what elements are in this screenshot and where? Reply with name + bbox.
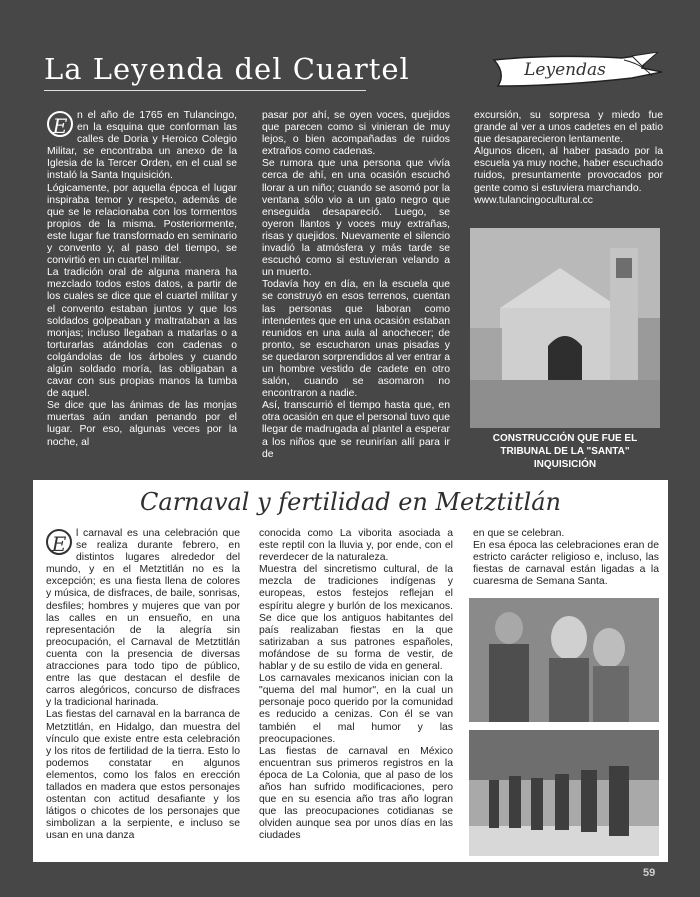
- section-label: Leyendas: [524, 60, 606, 80]
- paragraph: Así, transcurrió el tiempo hasta que, en otra ocasión en que el personal tuvo que llegar de madrugada al plantel a esperar a los niños que se reunirían allí para ir de: [262, 400, 450, 460]
- paragraph: Las fiestas del carnaval en la barranca de Metztitlán, en Hidalgo, dan muestra del vínculo que existe entre esta celebración y los ritos de fertilidad de la tierra. Esto lo podemos constatar en algunos elementos, como los falos en erección tallados en madera que estos personajes ostentan con actitud desafiante y los látigos o chicotes de los personajes que simbolizan a la serpiente, e incluso se usan en una danza: [46, 709, 240, 842]
- paragraph: conocida como La viborita asociada a este reptil con la lluvia y, por ende, con el reverdecer de la naturaleza.: [259, 528, 453, 564]
- paragraph: Las fiestas de carnaval en México encuentran sus primeros registros en la época de La Colonia, que al paso de los años han sufrido modificaciones, pero que en su esencia año tras año logran que las preocupaciones cotidianas se olviden aunque sea por unos días en las ciudades: [259, 745, 453, 842]
- story1-dropcap: E: [47, 111, 73, 137]
- paragraph: en que se celebran.: [473, 528, 565, 539]
- paragraph: Muestra del sincretismo cultural, de la mezcla de tradiciones indígenas y europeas, estos festejos reflejan el espíritu alegre y burlón de los mexicanos. Se dice que los antiguos habitantes del país realizaban fiestas en la que satirizaban a sus patrones españoles, mofándose de su forma de vestir, de hablar y de su estilo de vida en general.: [259, 564, 453, 673]
- paragraph: Se dice que las ánimas de las monjas muertas aún andan penando por el lugar. Por eso, algunas veces por la noche, al: [47, 400, 237, 448]
- page-number: 59: [643, 867, 656, 879]
- title-underline: [44, 90, 366, 91]
- carnival-parade-photo: [469, 730, 659, 856]
- story1-title: La Leyenda del Cuartel: [44, 52, 410, 86]
- parade-illustration-icon: [469, 730, 659, 856]
- story2-dropcap: E: [46, 529, 72, 555]
- paragraph: l carnaval es una celebración que se realiza durante febrero, en distintos lugares alrededor del mundo, y en el Metztitlán no es la excepción; es una fiesta llena de colores y música, de disfraces, de baile, sonrisas, desfiles; hombres y mujeres que van por las calles en un ensueño, en una representación de la alegría sin preocupación, el Carnaval de Metztitlán cuenta con la presencia de diversas atracciones para todo tipo de público, entre las que destacan el desfile de carros alegóricos, concurso de disfraces y la tradicional harinada.: [46, 528, 240, 709]
- paragraph: Todavía hoy en día, en la escuela que se construyó en esos terrenos, cuentan las personas que laboran como intendentes que en una ocasión estaban reunidos en una aula al anochecer; de pronto, se escucharon unas pisadas y se quedaron sorprendidos al ver entrar a un hombre vestido de cadete en otro salón, cuando se asomaron no encontraron a nadie.: [262, 279, 450, 400]
- story2-column-1: [46, 528, 240, 842]
- paragraph: pasar por ahí, se oyen voces, quejidos que parecen como si vinieran de muy lejos, o bien acompañadas de ruidos extraños como cadenas.: [262, 110, 450, 158]
- story1-column-1: [47, 110, 237, 449]
- section-ribbon: [492, 52, 664, 94]
- source-link: www.tulancingocultural.cc: [474, 194, 593, 206]
- story1-column-3: [474, 110, 663, 207]
- carnival-masks-photo: [469, 598, 659, 722]
- paragraph: excursión, su sorpresa y miedo fue grande al ver a unos cadetes en el patio que desaparecieron lentamente.: [474, 110, 663, 146]
- story2-column-3: [473, 528, 659, 588]
- church-illustration-icon: [470, 228, 660, 428]
- church-photo: [470, 228, 660, 428]
- paragraph: n el año de 1765 en Tulancingo, en la esquina que conforman las calles de Doria y Heroico Colegio Militar, se encontraba un anexo de la Iglesia de la Tercer Orden, en el cual se instaló la Santa Inquisición.: [47, 110, 237, 182]
- story2-panel: [33, 480, 668, 862]
- story2-title: Carnaval y fertilidad en Metztitlán: [140, 488, 561, 516]
- paragraph: Los carnavales mexicanos inician con la "quema del mal humor", en la cual un personaje poco querido por la comunidad es reducido a cenizas. Con él se van también el mal humor y las preocupaciones.: [259, 673, 453, 745]
- story1-column-2: [262, 110, 450, 461]
- paragraph: Algunos dicen, al haber pasado por la escuela ya muy noche, haber escuchado ruidos, presuntamente provocados por gente como si estuviera marchando.: [474, 146, 663, 194]
- masked-dancers-illustration-icon: [469, 598, 659, 722]
- paragraph: Se rumora que una persona que vivía cerca de ahí, en una ocasión escuchó llorar a un niño; cuando se asomó por la ventana sólo vio a un gato negro que enseguida desapareció. Luego, se oyeron llantos y voces muy extrañas, risas y quejidos. Nuevamente el silencio invadió la atmósfera y más tarde se escuchó como si estuvieran velando a un muerto.: [262, 158, 450, 279]
- paragraph: La tradición oral de alguna manera ha mezclado todos estos datos, a partir de los cuales se dice que el cuartel militar y el convento estaban juntos y que los soldados golpeaban y maltrataban a las monjas; incluso llegaban a matarlas o a torturarlas atándolas con cadenas o colgándolas de los árboles y cuando algún soldado moría, las obligaban a cavar con sus propias manos la tumba de aquel.: [47, 267, 237, 400]
- story2-column-2: [259, 528, 453, 842]
- paragraph: Lógicamente, por aquella época el lugar inspiraba temor y respeto, además de que se le relacionaba con los tormentos propios de la misma. Posteriormente, este lugar fue transformado en seminario y convento y, al paso del tiempo, se convirtió en un cuartel militar.: [47, 182, 237, 267]
- paragraph: En esa época las celebraciones eran de estricto carácter religioso e, incluso, las fiestas de carnaval están ligadas a la cuaresma de Semana Santa.: [473, 540, 659, 588]
- photo-caption: CONSTRUCCIÓN QUE FUE EL TRIBUNAL DE LA "SANTA" INQUISICIÓN: [492, 433, 638, 470]
